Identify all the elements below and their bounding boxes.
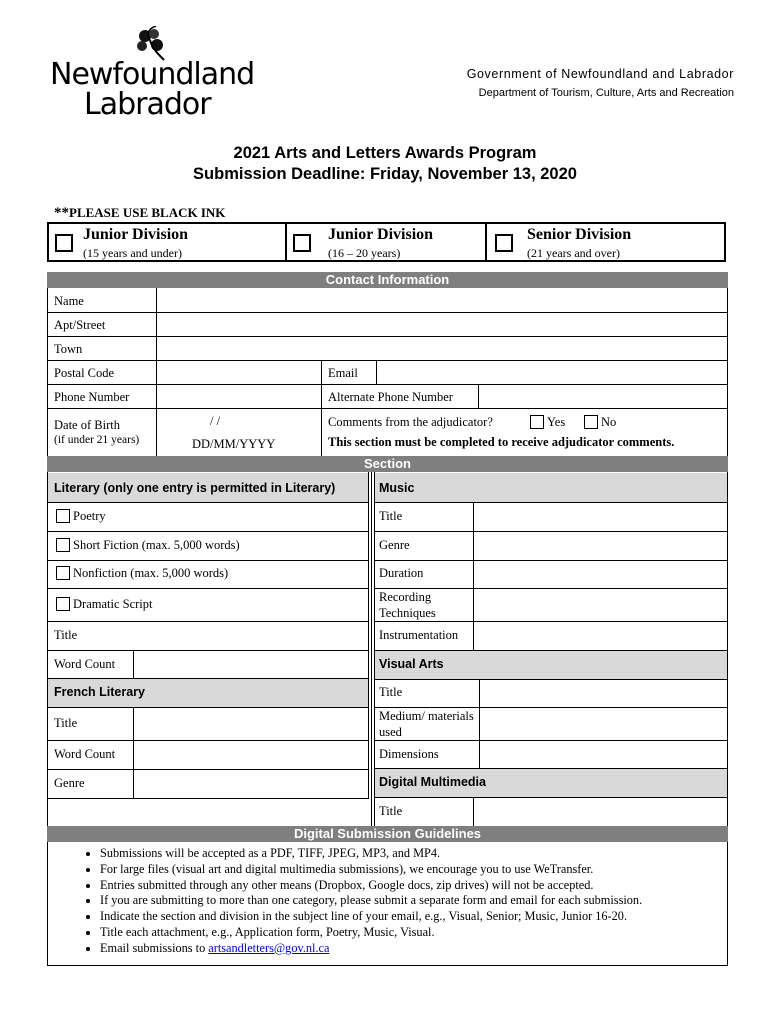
french-title-label: Title: [54, 716, 78, 730]
music-duration-field[interactable]: [475, 561, 726, 587]
division-junior-16-20: [287, 224, 487, 260]
visual-dimensions-field[interactable]: [481, 741, 726, 767]
dramatic-script-label: Dramatic Script: [73, 597, 153, 611]
music-duration-label: Duration: [379, 566, 424, 580]
guidelines-box: [47, 842, 728, 966]
contact-info-heading: Contact Information: [47, 272, 728, 288]
division-range: (16 – 20 years): [328, 246, 401, 260]
digital-title-label: Title: [379, 804, 403, 818]
division-junior-15-checkbox[interactable]: [55, 234, 73, 252]
street-field[interactable]: [158, 313, 726, 335]
comments-yes-label: Yes: [547, 415, 566, 429]
music-recording-label: Recording Techniques: [379, 590, 436, 620]
music-instrumentation-field[interactable]: [475, 622, 726, 649]
nonfiction-label: Nonfiction (max. 5,000 words): [73, 566, 229, 580]
dob-slashes: / /: [210, 414, 221, 428]
ink-notice-text: PLEASE USE BLACK INK: [69, 205, 226, 220]
music-genre-field[interactable]: [475, 532, 726, 559]
comments-yes-checkbox[interactable]: [530, 415, 544, 429]
music-recording-field[interactable]: [475, 589, 726, 620]
visual-dimensions-label: Dimensions: [379, 747, 439, 761]
french-word-count-label: Word Count: [54, 747, 116, 761]
comments-question: Comments from the adjudicator?: [328, 415, 493, 429]
postal-code-label: Postal Code: [54, 366, 115, 380]
french-genre-label: Genre: [54, 776, 85, 790]
french-title-field[interactable]: [134, 708, 367, 739]
dob-label: Date of Birth: [54, 418, 120, 432]
visual-title-field[interactable]: [481, 680, 726, 706]
visual-title-label: Title: [379, 685, 403, 699]
poetry-label: Poetry: [73, 509, 106, 523]
town-field[interactable]: [158, 337, 726, 359]
visual-arts-heading: Visual Arts: [379, 657, 444, 671]
short-fiction-label: Short Fiction (max. 5,000 words): [73, 538, 240, 552]
dob-format: DD/MM/YYYY: [192, 437, 276, 451]
french-literary-heading: French Literary: [54, 685, 146, 699]
division-junior-16-20-checkbox[interactable]: [293, 234, 311, 252]
division-range: (15 years and under): [83, 246, 182, 260]
visual-medium-field[interactable]: [481, 708, 726, 739]
guideline-item: • Title each attachment, e.g., Application form, Poetry, Music, Visual.: [100, 925, 727, 941]
government-name: Government of Newfoundland and Labrador: [466, 67, 734, 81]
guideline-item-email: [100, 941, 727, 957]
digital-title-field[interactable]: [475, 798, 726, 825]
dramatic-script-checkbox[interactable]: [56, 597, 70, 611]
logo-text-labrador: Labrador: [84, 87, 211, 122]
postal-code-field[interactable]: [158, 361, 320, 383]
literary-title-label: Title: [54, 628, 78, 642]
division-name: Junior Division: [328, 226, 434, 243]
alt-phone-label: Alternate Phone Number: [328, 390, 453, 404]
street-label: Apt/Street: [54, 318, 106, 332]
guidelines-heading: Digital Submission Guidelines: [47, 826, 728, 842]
nl-logo: [50, 26, 255, 126]
literary-word-count-label: Word Count: [54, 657, 116, 671]
comments-note: This section must be completed to receive adjudicator comments.: [328, 435, 675, 449]
dob-field[interactable]: [158, 409, 320, 455]
literary-word-count-field[interactable]: [134, 651, 367, 677]
music-title-field[interactable]: [475, 503, 726, 530]
division-name: Senior Division: [527, 226, 632, 243]
ink-notice: [54, 205, 225, 222]
music-title-label: Title: [379, 509, 403, 523]
poetry-checkbox[interactable]: [56, 509, 70, 523]
logo-text-newfoundland: Newfoundland: [50, 57, 255, 92]
town-label: Town: [54, 342, 83, 356]
nonfiction-checkbox[interactable]: [56, 566, 70, 580]
music-heading: Music: [379, 481, 415, 495]
email-label: Email: [328, 366, 358, 380]
department-name: Department of Tourism, Culture, Arts and Recreation: [478, 87, 734, 99]
name-field[interactable]: [158, 289, 726, 311]
phone-field[interactable]: [158, 385, 320, 407]
email-link[interactable]: artsandletters@gov.nl.ca: [208, 940, 330, 955]
dob-note: (if under 21 years): [54, 434, 140, 446]
alt-phone-field[interactable]: [480, 385, 726, 407]
division-range: (21 years and over): [527, 246, 620, 260]
guidelines-list: [48, 846, 727, 957]
literary-title-field[interactable]: [134, 622, 367, 649]
division-senior-checkbox[interactable]: [495, 234, 513, 252]
email-prefix: Email submissions to: [100, 940, 209, 955]
name-label: Name: [54, 294, 84, 308]
guideline-item: • Entries submitted through any other means (Dropbox, Google docs, zip drives) will not be accepted.: [100, 878, 727, 894]
division-senior: [487, 224, 724, 260]
guideline-item: • For large files (visual art and digital multimedia submissions), we encourage you to use WeTransfer.: [100, 862, 727, 878]
submission-deadline: Submission Deadline: Friday, November 13, 2020: [193, 165, 577, 183]
ink-notice-stars: **: [54, 205, 69, 221]
literary-heading: Literary (only one entry is permitted in Literary): [54, 481, 336, 495]
email-field[interactable]: [378, 361, 726, 383]
short-fiction-checkbox[interactable]: [56, 538, 70, 552]
comments-no-label: No: [601, 415, 617, 429]
guideline-item: • If you are submitting to more than one category, please submit a separate form and email for each submission.: [100, 893, 727, 909]
french-genre-field[interactable]: [134, 770, 367, 797]
division-name: Junior Division: [83, 226, 189, 243]
phone-label: Phone Number: [54, 390, 130, 404]
visual-medium-label: Medium/ materials used: [379, 709, 474, 739]
division-selector: [47, 222, 726, 262]
digital-multimedia-heading: Digital Multimedia: [379, 775, 486, 789]
guideline-item: • Submissions will be accepted as a PDF, TIFF, JPEG, MP3, and MP4.: [100, 846, 727, 862]
form-title: 2021 Arts and Letters Awards Program: [233, 144, 537, 162]
music-genre-label: Genre: [379, 538, 410, 552]
section-heading: Section: [47, 456, 728, 472]
music-instrumentation-label: Instrumentation: [379, 628, 459, 642]
division-junior-15: [49, 224, 287, 260]
comments-no-checkbox[interactable]: [584, 415, 598, 429]
guideline-item: • Indicate the section and division in the subject line of your email, e.g., Visual, Senior; Music, Junior 16-20.: [100, 909, 727, 925]
french-word-count-field[interactable]: [134, 741, 367, 768]
